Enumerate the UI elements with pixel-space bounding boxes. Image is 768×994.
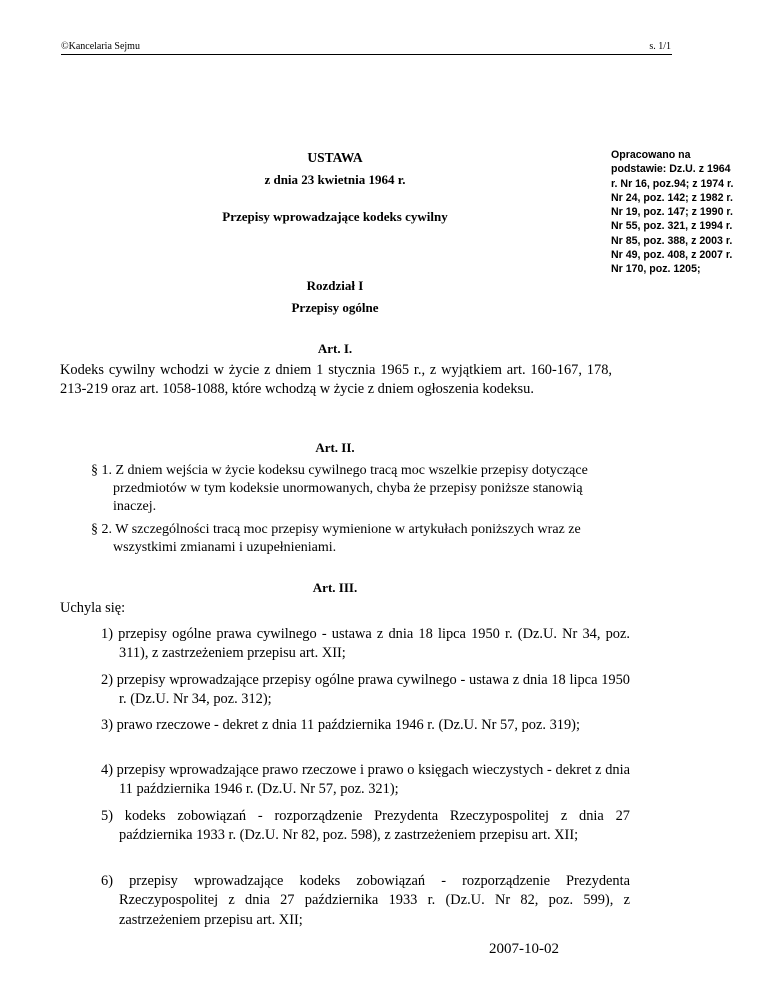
article-3-item-4: 4) przepisy wprowadzające prawo rzeczowe i prawo o księgach wieczystych - dekret z dnia 11 października 1946 r. (Dz.U. Nr 57, poz. 321);: [101, 762, 630, 798]
header-divider: [61, 54, 672, 55]
article-3-item-1: 1) przepisy ogólne prawa cywilnego - ustawa z dnia 18 lipca 1950 r. (Dz.U. Nr 34, poz. 311), z zastrzeżeniem przepisu art. XII;: [101, 626, 630, 662]
header-publisher: ©Kancelaria Sejmu: [61, 41, 140, 52]
article-3-intro: Uchyla się:: [60, 600, 126, 616]
chapter-name: Przepisy ogólne: [291, 300, 379, 315]
article-1-text: Kodeks cywilny wchodzi w życie z dniem 1 stycznia 1965 r., z wyjątkiem art. 160-167, 178, 213-219 oraz art. 1058-1088, które wchodzą w życie z dniem ogłoszenia kodeksu.: [60, 362, 612, 398]
article-2-heading: Art. II.: [315, 440, 355, 455]
article-2-section-2: § 2. W szczególności tracą moc przepisy wymienione w artykułach poniższych wraz ze wszystkimi zmianami i uzupełnieniami.: [91, 522, 581, 556]
article-3-item-3: 3) prawo rzeczowe - dekret z dnia 11 października 1946 r. (Dz.U. Nr 57, poz. 319);: [101, 717, 580, 733]
document-date: 2007-10-02: [489, 941, 559, 957]
article-1-heading: Art. I.: [317, 341, 353, 356]
act-subject: Przepisy wprowadzające kodeks cywilny: [222, 209, 448, 224]
act-date: z dnia 23 kwietnia 1964 r.: [264, 172, 406, 187]
article-3-item-6: 6) przepisy wprowadzające kodeks zobowiązań - rozporządzenie Prezydenta Rzeczypospolitej z dnia 27 października 1933 r. (Dz.U. Nr 82, poz. 599), z zastrzeżeniem przepisu art. XII;: [101, 873, 630, 928]
article-2-section-1: § 1. Z dniem wejścia w życie kodeksu cywilnego tracą moc wszelkie przepisy dotyczące przedmiotów w tym kodeksie unormowanych, chyba że przepisy poniższe stanowią inaczej.: [91, 463, 588, 515]
article-3-heading: Art. III.: [312, 580, 358, 595]
header-page-number: s. 1/1: [649, 41, 671, 52]
act-type-title: USTAWA: [307, 150, 363, 165]
chapter-number: Rozdział I: [306, 278, 364, 293]
article-3-item-5: 5) kodeks zobowiązań - rozporządzenie Prezydenta Rzeczypospolitej z dnia 27 października 1933 r. (Dz.U. Nr 82, poz. 598), z zastrzeżeniem przepisu art. XII;: [101, 808, 630, 844]
source-note: Opracowano na podstawie: Dz.U. z 1964 r. Nr 16, poz.94; z 1974 r. Nr 24, poz. 142; z 1982 r. Nr 19, poz. 147; z 1990 r. Nr 55, poz. 321, z 1994 r. Nr 85, poz. 388, z 2003 r. Nr 49, poz. 408, z 2007 r. Nr 170, poz. 1205;: [611, 149, 734, 276]
article-3-item-2: 2) przepisy wprowadzające przepisy ogólne prawa cywilnego - ustawa z dnia 18 lipca 1950 r. (Dz.U. Nr 34, poz. 312);: [101, 672, 630, 708]
